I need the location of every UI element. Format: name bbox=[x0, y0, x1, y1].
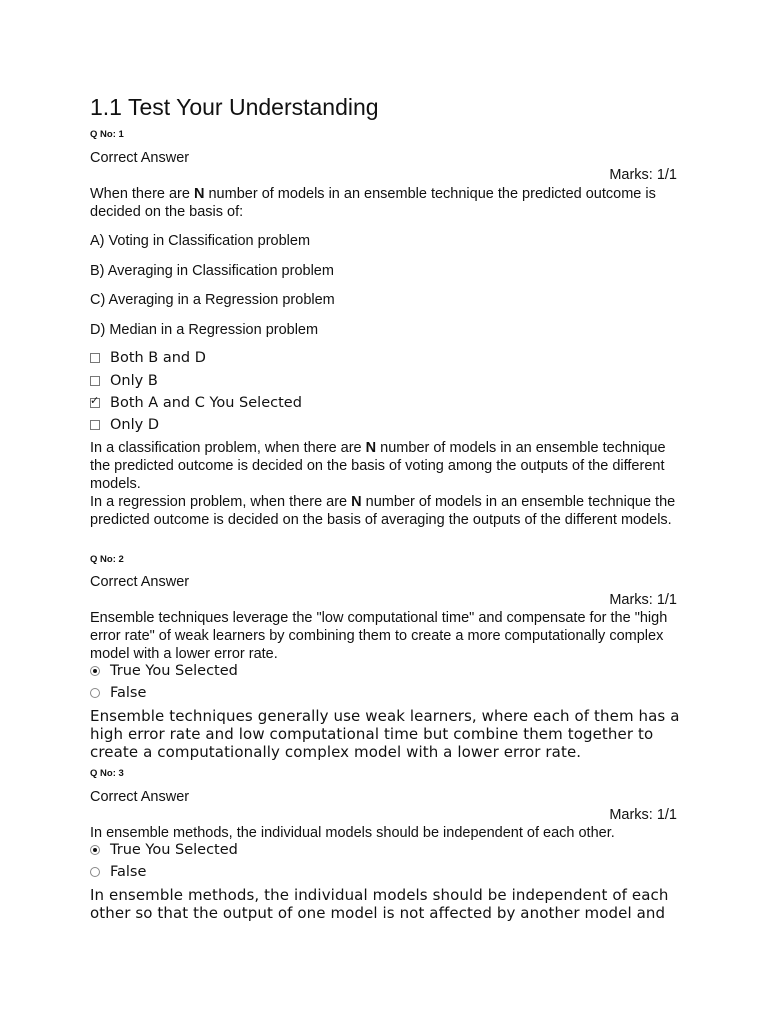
checkbox-icon[interactable] bbox=[90, 376, 100, 386]
page-title: 1.1 Test Your Understanding bbox=[90, 94, 379, 120]
marks-label: Marks: 1/1 bbox=[609, 807, 677, 823]
choice-label: True You Selected bbox=[110, 663, 238, 679]
statement-c: C) Averaging in a Regression problem bbox=[90, 292, 335, 308]
explanation-paragraph: In ensemble methods, the individual models should be independent of each other so that the output of one model is not affected by another model and bbox=[90, 886, 669, 922]
choice-radio[interactable] bbox=[90, 863, 146, 881]
question-number: Q No: 3 bbox=[90, 768, 124, 779]
choice-label: Only B bbox=[110, 373, 158, 389]
choice-label: False bbox=[110, 864, 147, 880]
choice-label: Both A and C You Selected bbox=[110, 395, 302, 411]
choice-radio-selected[interactable] bbox=[90, 841, 238, 859]
question-prompt: Ensemble techniques leverage the "low computational time" and compensate for the "high error rate" of weak learners by combining them to create a more computationally complex model with a lower error rate. bbox=[90, 610, 668, 662]
choice-label: Only D bbox=[110, 417, 159, 433]
choice-checkbox[interactable] bbox=[90, 372, 158, 390]
choice-label: True You Selected bbox=[110, 842, 238, 858]
explanation-paragraph: In a regression problem, when there are N number of models in an ensemble technique the predicted outcome is decided on the basis of averaging the outputs of the different models. bbox=[90, 494, 676, 528]
question-prompt: In ensemble methods, the individual models should be independent of each other. bbox=[90, 825, 615, 841]
choice-label: False bbox=[110, 685, 147, 701]
checkbox-icon[interactable] bbox=[90, 353, 100, 363]
question-prompt: When there are N number of models in an ensemble technique the predicted outcome is decided on the basis of: bbox=[90, 186, 656, 220]
answer-status: Correct Answer bbox=[90, 150, 190, 166]
checkbox-icon[interactable] bbox=[90, 420, 100, 430]
choice-checkbox[interactable] bbox=[90, 416, 159, 434]
explanation-paragraph: In a classification problem, when there are N number of models in an ensemble technique the predicted outcome is decided on the basis of voting among the outputs of the different models. bbox=[90, 440, 666, 492]
choice-label: Both B and D bbox=[110, 350, 206, 366]
statement-a: A) Voting in Classification problem bbox=[90, 233, 311, 249]
statement-b: B) Averaging in Classification problem bbox=[90, 263, 334, 279]
explanation-paragraph: Ensemble techniques generally use weak learners, where each of them has a high error rate and low computational time but combine them together to create a computationally complex model with a lower error rate. bbox=[90, 707, 680, 761]
answer-status: Correct Answer bbox=[90, 574, 190, 590]
radio-selected-icon[interactable] bbox=[90, 845, 100, 855]
checkmark-icon: ✓ bbox=[90, 394, 100, 407]
choice-radio-selected[interactable] bbox=[90, 662, 238, 680]
answer-status: Correct Answer bbox=[90, 789, 190, 805]
checked-checkbox-icon[interactable] bbox=[90, 394, 100, 408]
marks-label: Marks: 1/1 bbox=[609, 592, 677, 608]
choice-checkbox[interactable] bbox=[90, 349, 206, 367]
radio-icon[interactable] bbox=[90, 867, 100, 877]
choice-radio[interactable] bbox=[90, 684, 146, 702]
radio-icon[interactable] bbox=[90, 688, 100, 698]
question-number: Q No: 1 bbox=[90, 129, 124, 140]
statement-d: D) Median in a Regression problem bbox=[90, 322, 319, 338]
choice-checkbox-selected[interactable] bbox=[90, 394, 302, 412]
question-number: Q No: 2 bbox=[90, 554, 124, 565]
marks-label: Marks: 1/1 bbox=[609, 167, 677, 183]
radio-selected-icon[interactable] bbox=[90, 666, 100, 676]
